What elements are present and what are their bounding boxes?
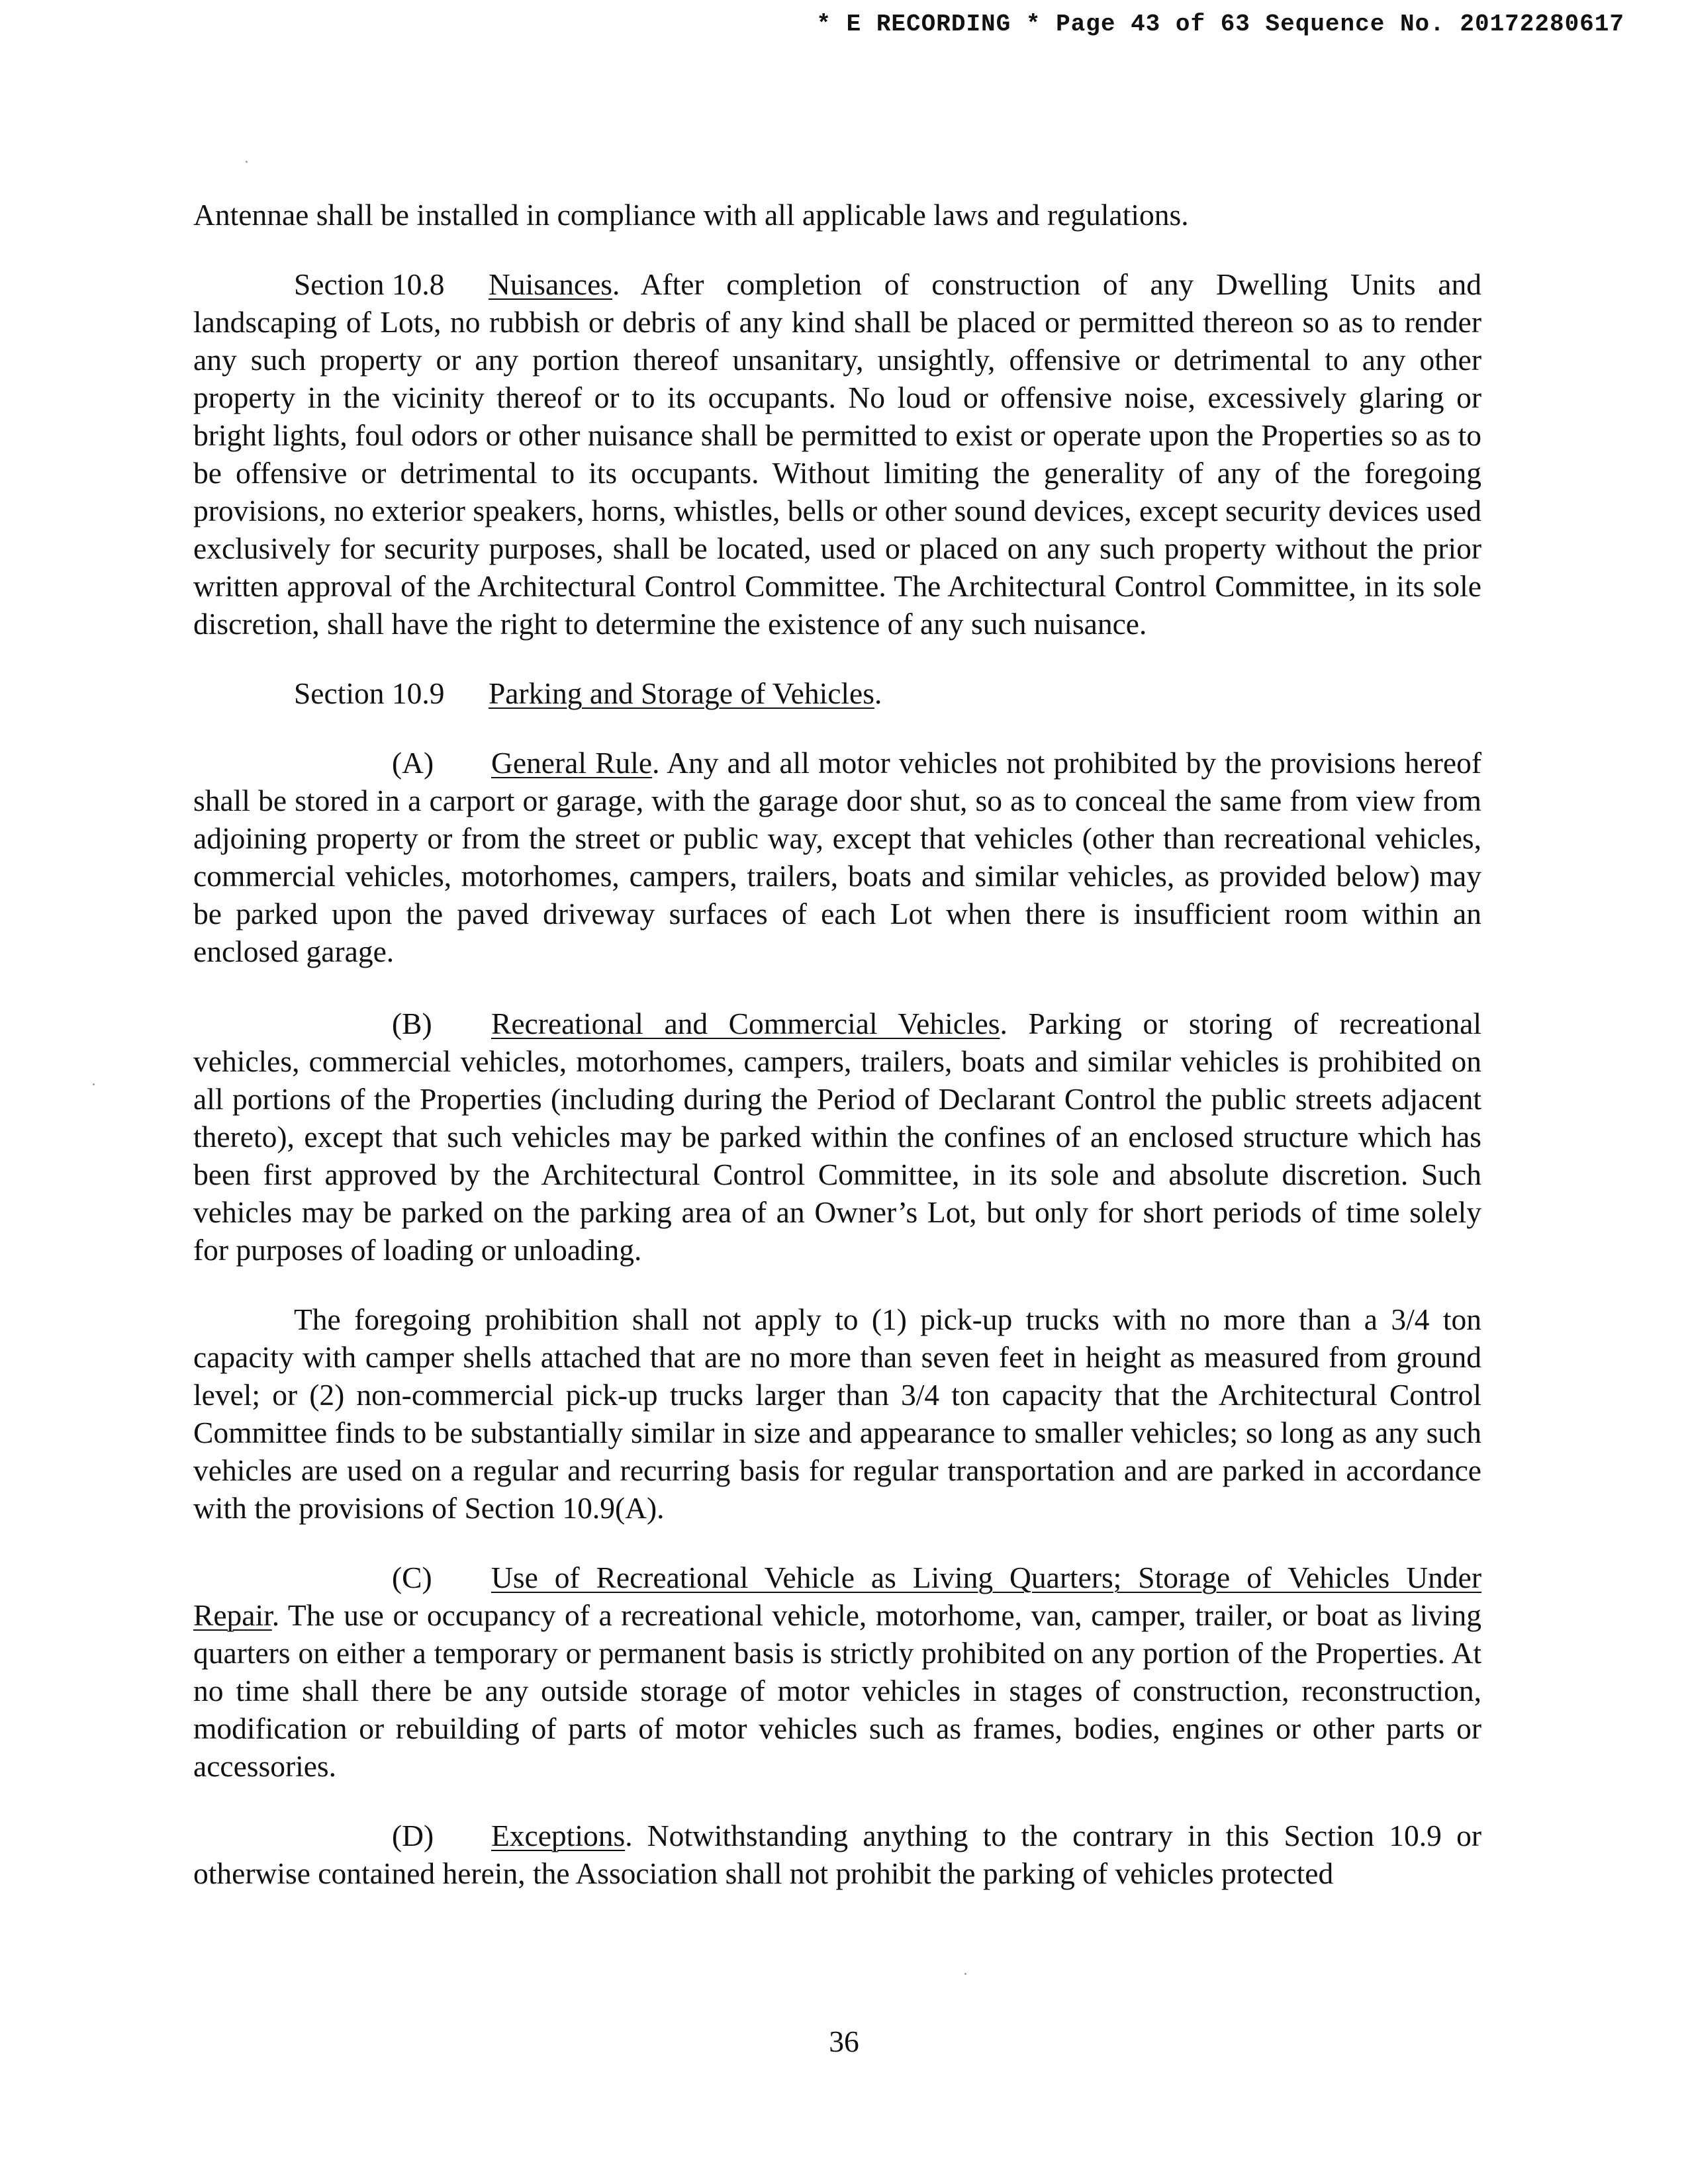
page-number: 36 [829,2025,859,2058]
subsection-title: Exceptions [491,1819,626,1852]
subsection-text: . The use or occupancy of a recreational vehicle, motorhome, van, camper, trailer, or boat as living quarters on either a temporary or permanent basis is strictly prohibited on any portion of the Properties. At no time shall there be any outside storage of motor vehicles in stages of construction, reconstruction, modification or rebuilding of parts of motor vehicles such as frames, bodies, engines or other parts or accessories. [193,1598,1481,1783]
document-page [193,196,1481,1892]
subsection-b [193,1005,1481,1269]
subsection-text: . Notwithstanding anything to the contrary in this Section 10.9 or otherwise contained herein, the Association shall not prohibit the parking of vehicles protected [193,1819,1481,1890]
section-title: Nuisances [489,267,612,301]
subsection-label: (A) [392,746,434,780]
paragraph-antennae: Antennae shall be installed in compliance with all applicable laws and regulations. [193,198,1189,232]
subsection-a [193,744,1481,970]
subsection-label: (C) [392,1561,432,1594]
subsection-label: (D) [392,1819,434,1852]
section-number: Section 10.8 [294,267,445,301]
section-number: Section 10.9 [294,676,445,710]
recording-stamp: * E RECORDING * Page 43 of 63 Sequence No. 20172280617 [816,11,1624,38]
subsection-c [193,1559,1481,1785]
subsection-text: . Any and all motor vehicles not prohibited by the provisions hereof shall be stored in a carport or garage, with the garage door shut, so as to conceal the same from view from adjoining property or from the street or public way, except that vehicles (other than recreational vehicles, commercial vehicles, motorhomes, campers, trailers, boats and similar vehicles, as provided below) may be parked upon the paved driveway surfaces of each Lot when there is insufficient room within an enclosed garage. [193,746,1481,968]
paragraph-foregoing-prohibition: The foregoing prohibition shall not apply to (1) pick-up trucks with no more than a 3/4 ton capacity with camper shells attached that are no more than seven feet in height as measured from ground level; or (2) non-commercial pick-up trucks larger than 3/4 ton capacity that the Architectural Control Committee finds to be substantially similar in size and appearance to smaller vehicles; so long as any such vehicles are used on a regular and recurring basis for regular transportation and are parked in accordance with the provisions of Section 10.9(A). [193,1302,1481,1525]
subsection-text: . Parking or storing of recreational vehicles, commercial vehicles, motorhomes, campers, trailers, boats and similar vehicles is prohibited on all portions of the Properties (including during the Period of Declarant Control the public streets adjacent thereto), except that such vehicles may be parked within the confines of an enclosed structure which has been first approved by the Architectural Control Committee, in its sole and absolute discretion. Such vehicles may be parked on the parking area of an Owner’s Lot, but only for short periods of time solely for purposes of loading or unloading. [193,1007,1481,1267]
subsection-d [193,1817,1481,1892]
subsection-title: Use of Recreational Vehicle as Living Quarters; Storage of Vehicles Under Repair [193,1561,1481,1632]
subsection-label: (B) [392,1007,432,1040]
scan-speck [93,1083,95,1085]
section-text: . After completion of construction of any Dwelling Units and landscaping of Lots, no rubbish or debris of any kind shall be placed or permitted thereon so as to render any such property or any portion thereof unsanitary, unsightly, offensive or detrimental to any other property in the vicinity thereof or to its occupants. No loud or offensive noise, excessively glaring or bright lights, foul odors or other nuisance shall be permitted to exist or operate upon the Properties so as to be offensive or detrimental to its occupants. Without limiting the generality of any of the foregoing provisions, no exterior speakers, horns, whistles, bells or other sound devices, except security devices used exclusively for security purposes, shall be located, used or placed on any such property without the prior written approval of the Architectural Control Committee. The Architectural Control Committee, in its sole discretion, shall have the right to determine the existence of any such nuisance. [193,267,1481,641]
subsection-title: General Rule [491,746,653,780]
section-10-9-heading [193,674,1481,712]
subsection-title: Recreational and Commercial Vehicles [491,1007,1000,1040]
section-title: Parking and Storage of Vehicles [489,676,874,710]
section-title-end: . [874,676,882,710]
scan-speck [246,161,248,163]
section-10-8 [193,265,1481,643]
scan-speck [964,1973,966,1975]
